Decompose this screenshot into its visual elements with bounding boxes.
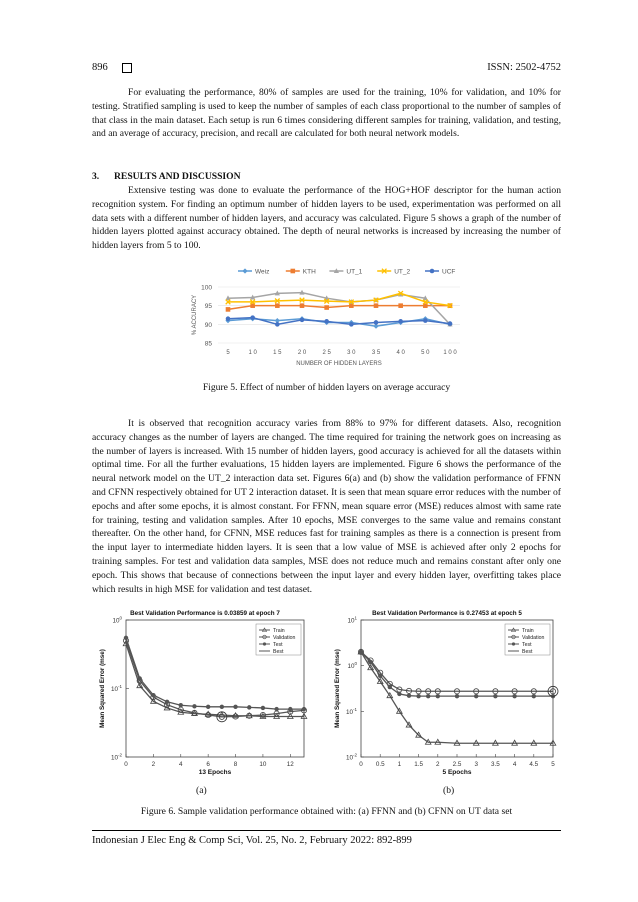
- section-number: 3.: [92, 171, 100, 182]
- data-point: [455, 694, 459, 698]
- data-point: [407, 693, 411, 697]
- data-point: [165, 700, 169, 704]
- figure6b-label: (b): [443, 785, 455, 796]
- x-axis-label: 5 Epochs: [442, 769, 472, 776]
- plot-title: Best Validation Performance is 0.03859 at epoch 7: [130, 610, 280, 617]
- x-tick-label: 2 5: [322, 350, 331, 356]
- x-tick-label: 12: [286, 761, 294, 768]
- legend-marker: [291, 269, 296, 274]
- y-tick-label: 90: [204, 321, 212, 329]
- y-tick-label: 95: [204, 303, 212, 311]
- legend-marker: [242, 268, 247, 273]
- data-point: [288, 707, 292, 711]
- y-tick-label: $10^0$: [347, 661, 357, 671]
- legend-label: KTH: [302, 268, 316, 276]
- y-tick-exponent: -1: [117, 684, 122, 689]
- legend-marker: [512, 642, 515, 645]
- x-tick-label: 4 0: [396, 350, 405, 356]
- data-point: [226, 307, 231, 312]
- data-point: [192, 704, 196, 708]
- legend-label: Test: [522, 642, 532, 648]
- x-tick-label: 10: [259, 761, 267, 768]
- issn-label: ISSN: 2502-4752: [487, 62, 561, 73]
- checkbox-icon: [122, 63, 132, 73]
- x-tick-label: 0.5: [375, 761, 385, 768]
- data-point: [426, 694, 430, 698]
- y-tick-label: $10^1$: [347, 615, 357, 625]
- x-tick-label: 5: [551, 761, 555, 768]
- x-tick-label: 3 0: [347, 350, 356, 356]
- x-tick-label: 5: [226, 350, 230, 356]
- x-tick-label: 3.5: [491, 761, 500, 768]
- y-tick-label: $10^{-2}$: [110, 752, 122, 762]
- data-point: [368, 660, 372, 664]
- y-axis-label: % ACCURACY: [192, 294, 198, 336]
- figure5-caption: Figure 5. Effect of number of hidden layers on average accuracy: [202, 382, 451, 393]
- legend-label: Validation: [273, 635, 296, 641]
- y-tick-label: $10^{-1}$: [110, 684, 122, 693]
- footer-rule: [92, 830, 561, 831]
- x-tick-label: 2.5: [452, 761, 462, 768]
- data-point: [300, 303, 305, 308]
- legend-label: Best: [522, 649, 533, 655]
- x-tick-label: 3: [474, 761, 478, 768]
- figure6b-chart: [325, 607, 565, 785]
- series-line: [228, 318, 450, 325]
- data-point: [124, 636, 128, 640]
- x-tick-label: 1.5: [414, 761, 423, 768]
- x-axis-label: NUMBER OF HIDDEN LAYERS: [296, 361, 382, 367]
- data-point: [324, 319, 329, 324]
- data-point: [151, 693, 155, 697]
- x-tick-label: 8: [233, 761, 238, 768]
- data-point: [233, 705, 237, 709]
- data-point: [448, 321, 453, 326]
- data-point: [220, 705, 224, 709]
- data-point: [398, 303, 403, 308]
- y-axis-label: Mean Squared Error (mse): [334, 649, 341, 728]
- footer-citation: Indonesian J Elec Eng & Comp Sci, Vol. 25, No. 2, February 2022: 892-899: [92, 835, 412, 846]
- x-tick-label: 0: [359, 761, 363, 768]
- x-tick-label: 5 0: [421, 350, 430, 356]
- legend-label: UCF: [442, 268, 456, 276]
- data-point: [137, 676, 141, 680]
- data-point: [359, 650, 363, 654]
- data-point: [474, 694, 478, 698]
- data-point: [493, 694, 497, 698]
- data-point: [275, 303, 280, 308]
- paragraph-3: It is observed that recognition accuracy varies from 88% to 97% for different datasets. Also, recognition accuracy changes as the number of layers are changed. The time required for training the network goes on increasing as the number of layers is increased. With 15 number of hidden layers, good accuracy is achieved for all the datasets within optimal time. For all the further evaluations, 15 hidden layers are implemented. Figure 6 shows the performance of the neural network model on the UT_2 interaction data set. Figures 6(a) and (b) show the validation performance of FFNN and CFNN respectively obtained for UT 2 interaction dataset. It is seen that mean square error reduces with the number of epochs and after some epochs, it is almost constant. For FFNN, mean square error (MSE) reduces almost with same rate for training, testing and validation samples. After 10 epochs, MSE converges to the same value and remains constant thereafter. On the other hand, for CFNN, MSE reduces fast for training samples as there is a connection is present from the input layer to intermediate hidden layers. It is seen that a low value of MSE is achieved after only 2 epochs for training samples. For test and validation data samples, MSE does not reduce much and remains constant after only one epoch. This shows that because of connections between the input layer and every hidden layer, overfitting takes place which results in high MSE for validation and test dataset.: [92, 418, 561, 595]
- legend-label: Train: [522, 628, 534, 634]
- x-axis-label: 13 Epochs: [198, 769, 232, 776]
- y-tick-exponent: 1: [354, 615, 357, 621]
- x-tick-label: 1 0 0: [443, 350, 457, 356]
- figure5-chart: [180, 258, 470, 374]
- x-tick-label: 1: [397, 761, 402, 768]
- data-point: [261, 706, 265, 710]
- data-point: [179, 703, 183, 707]
- data-point: [349, 322, 354, 327]
- figure6-caption: Figure 6. Sample validation performance obtained with: (a) FFNN and (b) CFNN on UT data set: [140, 806, 513, 817]
- data-point: [250, 315, 255, 320]
- data-point: [532, 694, 536, 698]
- series-line: [228, 306, 450, 310]
- paragraph-1: For evaluating the performance, 80% of samples are used for the training, 10% for validation, and 10% for testing. Stratified sampling is used to keep the number of samples of each class proportional to the number of samples of that class in the main dataset. Each setup is run 6 times considering different samples for training, validation, and testing, and an average of accuracy, precision, and recall are calculated for both neural network models.: [92, 87, 561, 140]
- data-point: [206, 705, 210, 709]
- y-tick-label: 85: [204, 340, 212, 348]
- data-point: [302, 707, 306, 711]
- data-point: [436, 694, 440, 698]
- page-number: 896: [92, 62, 108, 73]
- x-tick-label: 0: [124, 761, 128, 768]
- legend-marker: [430, 269, 435, 274]
- data-point: [374, 320, 379, 325]
- legend-label: Train: [273, 628, 285, 634]
- y-tick-label: 100: [201, 284, 212, 292]
- data-point: [398, 319, 403, 324]
- x-tick-label: 1 0: [248, 350, 257, 356]
- y-tick-exponent: 0: [354, 661, 357, 667]
- y-tick-label: $10^0$: [112, 615, 122, 625]
- data-point: [388, 685, 392, 689]
- data-point: [274, 707, 278, 711]
- x-tick-label: 4.5: [529, 761, 539, 768]
- x-tick-label: 4: [512, 761, 517, 768]
- legend-marker: [263, 642, 266, 645]
- y-tick-exponent: -2: [352, 752, 357, 758]
- data-point: [374, 303, 379, 308]
- legend-label: UT_2: [394, 268, 411, 276]
- legend-label: Validation: [522, 635, 545, 641]
- section-title: RESULTS AND DISCUSSION: [114, 171, 241, 182]
- data-point: [226, 316, 231, 321]
- data-point: [397, 692, 401, 696]
- x-tick-label: 6: [206, 761, 210, 768]
- y-tick-exponent: -2: [117, 752, 122, 758]
- data-point: [300, 318, 305, 323]
- paragraph-2: Extensive testing was done to evaluate the performance of the HOG+HOF descriptor for the human action recognition system. For finding an optimum number of hidden layers to be used, experimentation was performed on all data sets with a different number of hidden layers, and accuracy was calculated. Figure 5 shows a graph of the number of hidden layers plotted against accuracy obtained. The depth of neural networks is increased by increasing the number of hidden layers from 5 to 100.: [92, 185, 561, 252]
- data-point: [275, 322, 280, 327]
- legend-label: Weiz: [255, 268, 270, 276]
- x-tick-label: 2 0: [297, 350, 307, 356]
- data-point: [416, 694, 420, 698]
- plot-title: Best Validation Performance is 0.27453 at epoch 5: [372, 610, 522, 617]
- data-point: [324, 305, 329, 310]
- figure6a-label: (a): [196, 785, 207, 796]
- x-tick-label: 2: [151, 761, 156, 768]
- data-point: [247, 705, 251, 709]
- legend-label: Best: [273, 649, 284, 655]
- y-tick-label: $10^{-2}$: [345, 752, 357, 762]
- data-point: [423, 318, 428, 323]
- y-tick-label: $10^{-1}$: [345, 706, 357, 716]
- legend-label: Test: [273, 642, 283, 648]
- x-tick-label: 4: [179, 761, 183, 768]
- figure6a-chart: [90, 607, 312, 785]
- data-point: [512, 694, 516, 698]
- x-tick-label: 1 5: [273, 350, 282, 356]
- data-point: [378, 674, 382, 678]
- x-tick-label: 2: [436, 761, 440, 768]
- y-axis-label: Mean Squared Error (mse): [99, 649, 106, 728]
- y-tick-exponent: 0: [119, 615, 122, 621]
- x-tick-label: 3 5: [371, 350, 381, 356]
- y-tick-exponent: -1: [352, 706, 357, 712]
- legend-label: UT_1: [346, 268, 363, 276]
